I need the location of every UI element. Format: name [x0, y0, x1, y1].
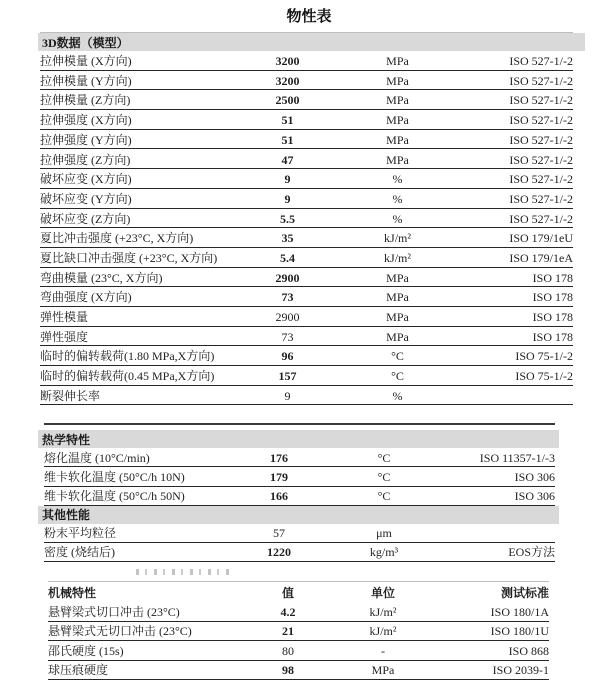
unit-cell: MPa [386, 93, 409, 108]
table-row [48, 661, 549, 681]
table-row [40, 327, 573, 347]
standard-cell: ISO 527-1/-2 [509, 93, 573, 108]
value-cell: 47 [281, 152, 294, 167]
table-row [40, 51, 573, 71]
section-header-3d-data: 3D数据（模型） [38, 33, 585, 51]
unit-cell: MPa [386, 329, 409, 344]
standard-cell: ISO 180/1U [490, 624, 549, 639]
unit-cell: kJ/m² [384, 250, 411, 265]
standard-cell: ISO 178 [532, 290, 573, 305]
standard-cell: ISO 306 [514, 470, 555, 484]
table-row [40, 209, 573, 229]
unit-cell: MPa [371, 663, 395, 678]
property-cell: 维卡软化温度 (50°C/h 10N) [44, 470, 185, 484]
unit-cell: °C [377, 470, 391, 484]
property-cell: 临时的偏转载荷(1.80 MPa,X方向) [40, 349, 215, 364]
value-cell: 73 [281, 290, 294, 305]
column-header-value: 值 [281, 586, 294, 601]
section-header-thermal: 热学特性 [38, 430, 559, 448]
standard-cell: ISO 527-1/-2 [509, 54, 573, 69]
standard-cell: ISO 527-1/-2 [509, 191, 573, 206]
table-row [40, 110, 573, 130]
property-cell: 拉伸模量 (X方向) [40, 54, 132, 69]
table-row [40, 346, 573, 366]
standard-cell: ISO 178 [532, 310, 573, 325]
value-cell: 9 [284, 191, 291, 206]
value-cell: 5.5 [280, 211, 295, 226]
unit-cell: MPa [386, 113, 409, 128]
section-rows [44, 448, 555, 506]
property-cell: 拉伸模量 (Z方向) [40, 93, 131, 108]
standard-cell: ISO 11357-1/-3 [479, 450, 555, 465]
page-title: 物性表 [286, 9, 332, 25]
table-3d-rows [40, 51, 573, 405]
standard-cell: ISO 868 [508, 643, 549, 658]
standard-cell: ISO 179/1eU [509, 231, 573, 246]
unit-cell: kg/m³ [369, 545, 399, 560]
section-rows [44, 524, 555, 562]
unit-cell: % [392, 388, 403, 403]
unit-cell: kJ/m² [369, 604, 397, 619]
table-row [40, 386, 573, 406]
property-cell: 破坏应变 (Y方向) [40, 191, 132, 206]
unit-cell: MPa [386, 132, 409, 147]
value-cell: 5.4 [280, 250, 295, 265]
section-header-other-properties: 其他性能 [38, 506, 559, 524]
value-cell: 9 [284, 172, 291, 187]
standard-cell: ISO 75-1/-2 [515, 369, 573, 384]
property-cell: 夏比冲击强度 (+23°C, X方向) [40, 231, 194, 246]
unit-cell: MPa [386, 152, 409, 167]
property-cell: 粉末平均粒径 [44, 526, 117, 541]
table-row [40, 71, 573, 91]
unit-cell: °C [377, 489, 391, 504]
table-mechanical-rows [48, 602, 549, 680]
unit-cell: kJ/m² [369, 624, 397, 639]
standard-cell: ISO 178 [532, 270, 573, 285]
value-cell: 166 [270, 489, 288, 504]
property-cell: 弹性强度 [40, 329, 89, 344]
property-cell: 破坏应变 (X方向) [40, 172, 132, 187]
table-row [44, 448, 555, 467]
standard-cell: ISO 180/1A [490, 604, 549, 619]
property-cell: 弯曲模量 (23°C, X方向) [40, 270, 163, 285]
standard-cell: ISO 527-1/-2 [509, 172, 573, 187]
value-cell: 2900 [275, 270, 300, 285]
value-cell: 51 [281, 113, 294, 128]
table-row [40, 248, 573, 268]
table-row [48, 641, 549, 661]
table-row [40, 366, 573, 386]
value-cell: 57 [273, 526, 285, 541]
property-cell: 密度 (烧结后) [44, 545, 115, 560]
table-row [48, 622, 549, 642]
unit-cell: MPa [386, 290, 409, 305]
property-cell: 熔化温度 (10°C/min) [44, 450, 150, 465]
property-cell: 维卡软化温度 (50°C/h 50N) [44, 489, 185, 504]
unit-cell: - [381, 643, 385, 658]
table-mechanical [48, 581, 549, 680]
unit-cell: MPa [386, 270, 409, 285]
standard-cell: ISO 75-1/-2 [515, 349, 573, 364]
property-cell: 悬臂梁式无切口冲击 (23°C) [48, 624, 192, 639]
value-cell: 4.2 [280, 604, 296, 619]
unit-cell: °C [377, 450, 391, 465]
property-cell: 球压痕硬度 [48, 663, 109, 678]
unit-cell: MPa [386, 54, 409, 69]
standard-cell: ISO 527-1/-2 [509, 73, 573, 88]
value-cell: 3200 [275, 73, 300, 88]
property-cell: 破坏应变 (Z方向) [40, 211, 131, 226]
column-header-standard: 测试标准 [500, 586, 549, 601]
table-row [44, 543, 555, 562]
standard-cell: ISO 178 [532, 329, 573, 344]
value-cell: 157 [278, 369, 297, 384]
value-cell: 2500 [275, 93, 300, 108]
table-row [40, 268, 573, 288]
property-cell: 断裂伸长率 [40, 388, 101, 403]
column-header-unit: 单位 [370, 586, 395, 601]
standard-cell: EOS方法 [508, 545, 555, 560]
value-cell: 1220 [267, 545, 291, 560]
table-row [40, 169, 573, 189]
table-row [40, 228, 573, 248]
table-row [40, 307, 573, 327]
property-cell: 弯曲强度 (X方向) [40, 290, 132, 305]
value-cell: 80 [282, 643, 294, 658]
property-cell: 悬臂梁式切口冲击 (23°C) [48, 604, 180, 619]
property-cell: 拉伸强度 (X方向) [40, 113, 132, 128]
standard-cell: ISO 527-1/-2 [509, 211, 573, 226]
unit-cell: μm [376, 526, 392, 541]
table-row [40, 149, 573, 169]
standard-cell: ISO 527-1/-2 [509, 132, 573, 147]
value-cell: 176 [270, 450, 288, 465]
table-row [40, 189, 573, 209]
unit-cell: MPa [386, 310, 409, 325]
table-row [48, 602, 549, 622]
table-3d-data [40, 32, 573, 405]
standard-cell: ISO 2039-1 [492, 663, 549, 678]
table-row [40, 90, 573, 110]
value-cell: 3200 [275, 54, 300, 69]
table-header-row [48, 583, 549, 602]
value-cell: 9 [284, 388, 291, 403]
property-cell: 拉伸强度 (Z方向) [40, 152, 131, 167]
standard-cell: ISO 179/1eA [509, 250, 573, 265]
unit-cell: % [392, 172, 403, 187]
standard-cell: ISO 306 [514, 489, 555, 504]
value-cell: 98 [282, 663, 294, 678]
standard-cell: ISO 527-1/-2 [509, 113, 573, 128]
table-thermal-other [44, 423, 555, 562]
unit-cell: % [392, 191, 403, 206]
unit-cell: MPa [386, 73, 409, 88]
artifact-smudge [136, 569, 232, 575]
value-cell: 179 [270, 470, 288, 484]
property-cell: 拉伸模量 (Y方向) [40, 73, 132, 88]
value-cell: 73 [281, 329, 294, 344]
unit-cell: kJ/m² [384, 231, 411, 246]
table-row [40, 287, 573, 307]
property-cell: 拉伸强度 (Y方向) [40, 132, 132, 147]
unit-cell: °C [391, 369, 404, 384]
property-cell: 临时的偏转载荷(0.45 MPa,X方向) [40, 369, 215, 384]
unit-cell: % [392, 211, 403, 226]
unit-cell: °C [391, 349, 404, 364]
table-row [44, 524, 555, 543]
value-cell: 21 [282, 624, 294, 639]
table-row [40, 130, 573, 150]
table-row [44, 487, 555, 506]
column-header-property: 机械特性 [48, 586, 97, 601]
value-cell: 51 [281, 132, 294, 147]
property-cell: 夏比缺口冲击强度 (+23°C, X方向) [40, 250, 218, 265]
property-cell: 邵氏硬度 (15s) [48, 643, 124, 658]
value-cell: 96 [281, 349, 294, 364]
value-cell: 35 [281, 231, 294, 246]
table-row [44, 467, 555, 486]
property-cell: 弹性模量 [40, 310, 89, 325]
standard-cell: ISO 527-1/-2 [509, 152, 573, 167]
value-cell: 2900 [275, 310, 300, 325]
